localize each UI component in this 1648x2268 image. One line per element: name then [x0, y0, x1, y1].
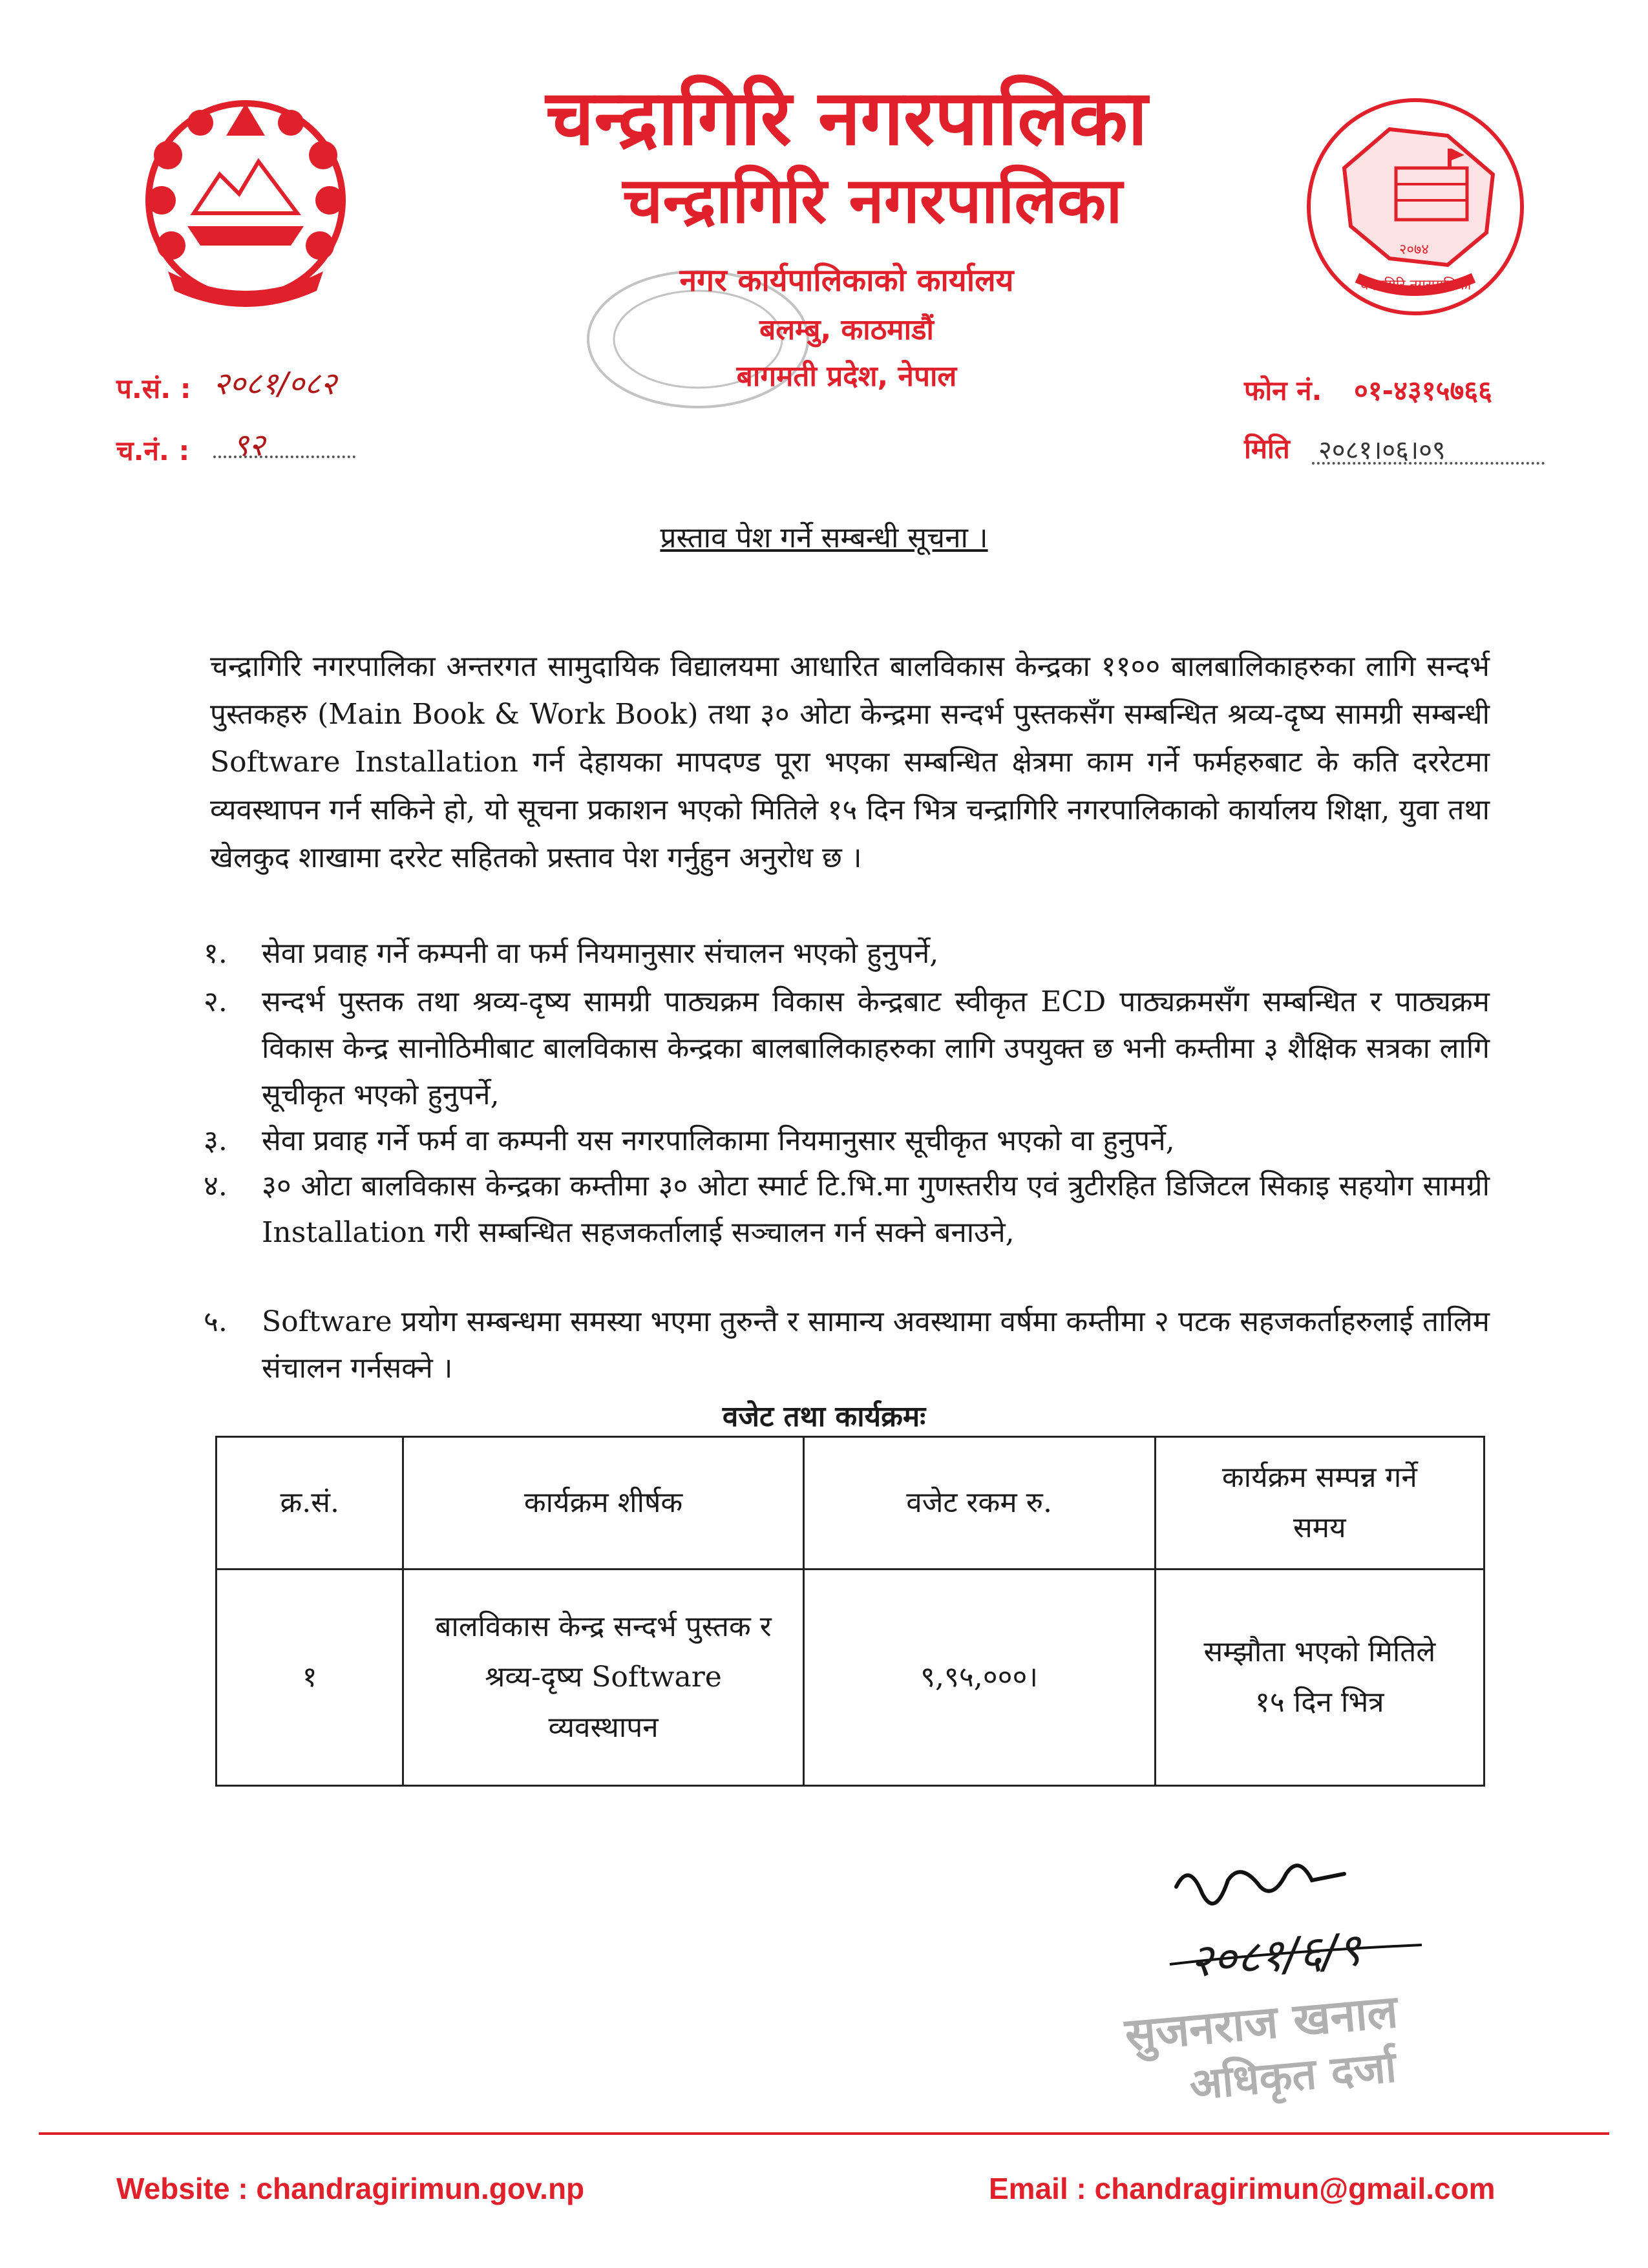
signatory-stamp-name: सुजनराज खनाल [1123, 1984, 1400, 2062]
criteria-text: सेवा प्रवाह गर्ने कम्पनी वा फर्म नियमानुसार संचालन भएको हुनुपर्ने, [262, 937, 939, 970]
criteria-text: सेवा प्रवाह गर्ने फर्म वा कम्पनी यस नगरपालिकामा नियमानुसार सूचीकृत भएको वा हुनुपर्ने, [262, 1124, 1175, 1157]
ref-value: २०८१/०८२ [213, 366, 337, 402]
budget-heading: वजेट तथा कार्यक्रमः [722, 1400, 926, 1433]
office-address-line1: बलम्बु, काठमाडौं [759, 313, 934, 346]
phone-value: ०१-४३१५७६६ [1354, 375, 1492, 406]
cell-time: सम्झौता भएको मितिले १५ दिन भित्र [1155, 1570, 1484, 1786]
municipality-title: चन्द्रागिरि नगरपालिका [545, 73, 1148, 162]
logo-year: २०७४ [1399, 242, 1429, 258]
dispatch-dotted-line [213, 456, 355, 458]
table-row [217, 1570, 1484, 1786]
date-dotted-line [1312, 462, 1545, 465]
municipality-title-newari: चन्द्रागिरि नगरपालिका [622, 164, 1123, 238]
date-label: मिति [1244, 433, 1290, 465]
column-header-program: कार्यक्रम शीर्षक [403, 1437, 803, 1570]
date-value: २०८१।०६।०९ [1318, 436, 1446, 465]
footer-divider [39, 2132, 1609, 2135]
criteria-text: ३० ओटा बालविकास केन्द्रका कम्तीमा ३० ओटा स्मार्ट टि.भि.मा गुणस्तरीय एवं त्रुटीरहित डिजिटल सिकाइ सहयोग सामग्री Installation गरी सम्बन्धित सहजकर्तालाई सञ्चालन गर्न सक्ने बनाउने, [262, 1170, 1490, 1249]
column-header-sn: क्र.सं. [217, 1437, 403, 1570]
criteria-item [204, 1299, 1490, 1392]
budget-table [215, 1436, 1485, 1787]
signatory-stamp-post: अधिकृत दर्जा [1187, 2042, 1399, 2110]
dispatch-label: च.नं. : [116, 435, 190, 467]
footer-website: Website : chandragirimun.gov.np [116, 2172, 585, 2205]
column-header-amount: वजेट रकम रु. [803, 1437, 1155, 1570]
criteria-text: Software प्रयोग सम्बन्धमा समस्या भएमा तुरुन्तै र सामान्य अवस्थामा वर्षमा कम्तीमा २ पटक सहजकर्ताहरुलाई तालिम संचालन गर्नसक्ने । [262, 1305, 1490, 1385]
criteria-item [204, 979, 1490, 1118]
cell-amount: ९,९५,०००। [803, 1570, 1155, 1786]
criteria-number: २. [204, 985, 227, 1018]
criteria-item [204, 1118, 1490, 1164]
criteria-number: १. [204, 937, 227, 970]
criteria-number: ४. [204, 1170, 227, 1202]
table-header-row [217, 1437, 1484, 1570]
cell-program: बालविकास केन्द्र सन्दर्भ पुस्तक र श्रव्य-दृष्य Software व्यवस्थापन [403, 1570, 803, 1786]
phone-label: फोन नं. [1244, 375, 1322, 406]
dispatch-value: ९२ [233, 427, 265, 463]
ref-label: प.सं. : [116, 373, 191, 404]
cell-sn: १ [217, 1570, 403, 1786]
nepal-emblem-icon [123, 78, 368, 317]
criteria-item [204, 1163, 1490, 1256]
notice-title: प्रस्ताव पेश गर्ने सम्बन्धी सूचना । [660, 521, 988, 554]
office-address-line2: बागमती प्रदेश, नेपाल [736, 360, 957, 393]
signature-date: २०८१/६/९ [1187, 1922, 1363, 1988]
criteria-number: ५. [204, 1305, 227, 1338]
criteria-item [204, 930, 1490, 977]
footer-email: Email : chandragirimun@gmail.com [989, 2172, 1495, 2205]
criteria-text: सन्दर्भ पुस्तक तथा श्रव्य-दृष्य सामग्री पाठ्यक्रम विकास केन्द्रबाट स्वीकृत ECD पाठ्यक्रमसँग सम्बन्धित र पाठ्यक्रम विकास केन्द्र सानोठिमीबाट बालविकास केन्द्रका बालबालिकाहरुका लागि उपयुक्त छ भनी कम्तीमा ३ शैक्षिक सत्रका लागि सूचीकृत भएको हुनुपर्ने, [262, 985, 1490, 1111]
criteria-number: ३. [204, 1124, 227, 1157]
logo-caption: चन्द्रागिरि नगरपालिका [1359, 277, 1472, 293]
column-header-time: कार्यक्रम सम्पन्न गर्ने समय [1155, 1437, 1484, 1570]
office-name: नगर कार्यपालिकाको कार्यालय [679, 262, 1014, 299]
notice-intro: चन्द्रागिरि नगरपालिका अन्तरगत सामुदायिक विद्यालयमा आधारित बालविकास केन्द्रका ११०० बालबालिकाहरुका लागि सन्दर्भ पुस्तकहरु (Main Book & Work Book) तथा ३० ओटा केन्द्रमा सन्दर्भ पुस्तकसँग सम्बन्धित श्रव्य-दृष्य सामग्री सम्बन्धी Software Installation गर्न देहायका मापदण्ड पूरा भएका सम्बन्धित क्षेत्रमा काम गर्ने फर्महरुबाट के कति दररेटमा व्यवस्थापन गर्न सकिने हो, यो सूचना प्रकाशन भएको मितिले १५ दिन भित्र चन्द्रागिरि नगरपालिकाको कार्यालय शिक्षा, युवा तथा खेलकुद शाखामा दररेट सहितको प्रस्ताव पेश गर्नुहुन अनुरोध छ । [210, 650, 1490, 874]
